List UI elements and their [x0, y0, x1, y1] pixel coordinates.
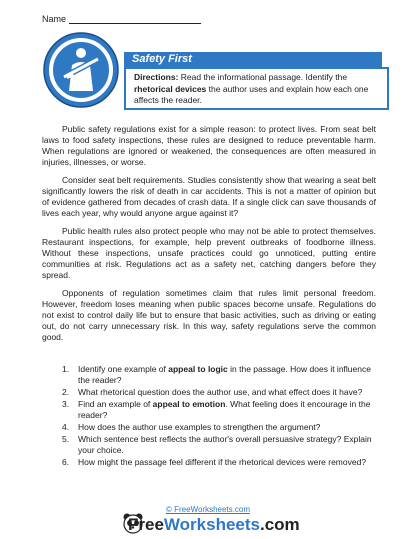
question-item	[62, 434, 376, 456]
question-text-after: . What feeling does it encourage in the reader?	[78, 399, 371, 420]
directions-label: Directions:	[134, 72, 179, 82]
question-item	[62, 387, 376, 398]
name-field[interactable]	[42, 14, 201, 24]
question-item	[62, 364, 376, 386]
brand-part2: Worksheets	[163, 515, 260, 534]
question-number: 3.	[62, 399, 70, 409]
question-number: 6.	[62, 457, 70, 467]
passage	[42, 124, 376, 350]
question-text: How does the author use examples to strengthen the argument?	[78, 422, 321, 432]
question-text: Which sentence best reflects the author's overall persuasive strategy? Explain your choice.	[78, 434, 372, 455]
question-text: Identify one example of	[78, 364, 169, 374]
brand-logo	[128, 515, 300, 535]
directions-text-after: the author uses and explain how each one affects the reader.	[134, 83, 369, 105]
question-item	[62, 457, 376, 468]
question-bold-term: appeal to logic	[168, 364, 228, 374]
question-text: How might the passage feel different if the rhetorical devices were removed?	[78, 457, 367, 467]
directions-bold-term: rhetorical devices	[134, 83, 207, 94]
seatbelt-icon	[42, 31, 120, 109]
question-text: What rhetorical question does the author use, and what effect does it have?	[78, 387, 363, 397]
question-number: 5.	[62, 434, 70, 444]
copyright-link[interactable]: © FreeWorksheets.com	[166, 505, 250, 514]
page-title: Safety First	[124, 52, 382, 67]
question-bold-term: appeal to emotion	[152, 399, 226, 409]
question-item	[62, 422, 376, 433]
question-number: 1.	[62, 364, 70, 374]
directions-text-before: Read the informational passage. Identify the	[178, 72, 348, 82]
passage-paragraph: Public health rules also protect people who may not be able to protect themselves. Restaurant inspections, for example, help prevent outbreaks of foodborne illness. Without these inspections, unsafe practices could go unnoticed, putting entire communities at risk. Regulations act as a safety net, catching dangers before they spread.	[42, 226, 376, 280]
question-text: Find an example of	[78, 399, 153, 409]
question-list	[62, 364, 376, 469]
brand-part1: Free	[128, 515, 164, 534]
brand-part3: .com	[259, 515, 300, 534]
question-number: 2.	[62, 387, 70, 397]
question-text-after: in the passage. How does it influence the reader?	[78, 364, 371, 385]
passage-paragraph: Public safety regulations exist for a simple reason: to protect lives. From seat belt laws to food safety inspections, these rules are designed to reduce preventable harm. When regulations are ignored or weakened, the consequences are often measured in injuries, illnesses, or worse.	[42, 124, 376, 167]
name-label: Name	[42, 14, 67, 24]
directions-box	[124, 67, 389, 110]
question-item	[62, 399, 376, 421]
passage-paragraph: Consider seat belt requirements. Studies consistently show that wearing a seat belt significantly lowers the risk of death in car accidents. This is not a matter of opinion but of evidence gathered from decades of crash data. If a single click can save thousands of lives each year, why would anyone argue against it?	[42, 175, 376, 218]
question-number: 4.	[62, 422, 70, 432]
name-line[interactable]	[69, 14, 201, 24]
passage-paragraph: Opponents of regulation sometimes claim that rules limit personal freedom. However, freedom loses meaning when public spaces become unsafe. Regulations do not exist to control daily life but to ensure that basic activities, such as driving or eating out, do not carry unnecessary risk. In this way, safety regulations serve the common good.	[42, 288, 376, 342]
